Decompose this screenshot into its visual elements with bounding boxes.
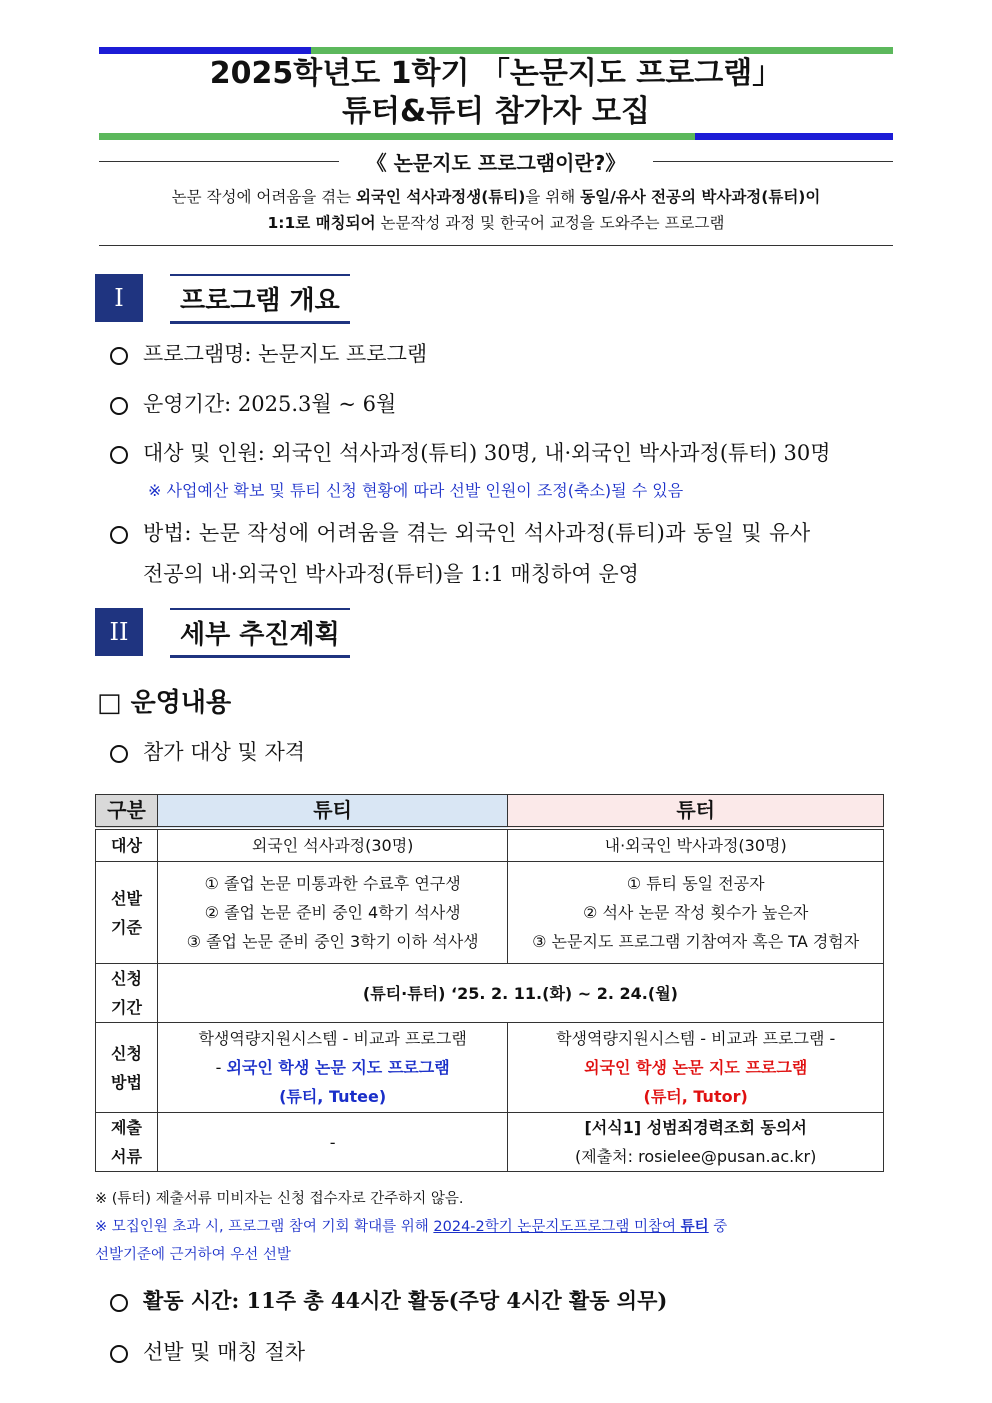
circle-bullet-icon (110, 397, 128, 415)
criteria-item: ③ 논문지도 프로그램 기참여자 혹은 TA 경험자 (532, 932, 860, 951)
label-line: 방법 (110, 1072, 142, 1092)
circle-bullet-icon (110, 446, 128, 464)
table-row-criteria (96, 862, 884, 964)
bullet-text: 활동 시간: 11주 총 44시간 활동(주당 4시간 활동 의무) (143, 1288, 668, 1313)
method-tutor (508, 1023, 884, 1113)
row-label-method (96, 1023, 158, 1113)
bullet-text: 대상 및 인원: 외국인 석사과정(튜티) 30명, 내·외국인 박사과정(튜터) 30명 (143, 441, 831, 465)
intro-text: 논문작성 과정 및 한국어 교정을 도와주는 프로그램 (375, 214, 725, 232)
bullet-text: 방법: 논문 작성에 어려움을 겪는 외국인 석사과정(튜티)과 동일 및 유사 (143, 521, 811, 545)
budget-note: ※ 사업예산 확보 및 튜티 신청 현황에 따라 선발 인원이 조정(축소)될 수 있음 (148, 481, 684, 500)
footnote-text: 중 (708, 1219, 728, 1235)
label-line: 신청 (110, 969, 142, 988)
intro-emphasis: 동일/유사 전공의 박사과정(튜터)이 (580, 188, 821, 206)
criteria-tutee (157, 862, 507, 964)
circle-bullet-icon (110, 526, 128, 544)
method-line: 학생역량지원시스템 - 비교과 프로그램 (198, 1029, 467, 1048)
page-title-line-2: 튜터&튜티 참가자 모집 (342, 94, 650, 129)
circle-bullet-icon (110, 1345, 128, 1363)
footnote-2 (95, 1213, 895, 1241)
col-header-tutor: 튜터 (508, 795, 884, 828)
footnote-1: ※ (튜터) 제출서류 미비자는 신청 접수자로 간주하지 않음. (95, 1191, 464, 1207)
intro-rule (99, 245, 893, 246)
bullet-text: 참가 대상 및 자격 (143, 740, 306, 764)
header-bar-blue (99, 47, 311, 54)
method-line (158, 1053, 507, 1082)
table-row-method (96, 1023, 884, 1113)
page-title-line-1: 2025학년도 1학기 「논문지도 프로그램」 (209, 56, 783, 91)
documents-tutor (508, 1113, 884, 1172)
criteria-item: ③ 졸업 논문 준비 중인 3학기 이하 석사생 (186, 932, 479, 951)
target-tutor: 내·외국인 박사과정(30명) (508, 828, 884, 862)
label-line: 제출 (110, 1118, 142, 1137)
method-role: (튜터, Tutor) (643, 1087, 748, 1106)
row-label-target: 대상 (96, 828, 158, 862)
intro-line-2 (99, 210, 893, 236)
col-header-category: 구분 (96, 795, 158, 828)
intro-text: 논문 작성에 어려움을 겪는 (171, 188, 357, 206)
row-label-criteria (96, 862, 158, 964)
criteria-item: ① 졸업 논문 미통과한 수료후 연구생 (204, 874, 461, 893)
footnote-2-cont: 선발기준에 근거하여 우선 선발 (95, 1247, 291, 1263)
bullet-method-cont: 전공의 내·외국인 박사과정(튜터)을 1:1 매칭하여 운영 (143, 562, 639, 586)
footnote-bold: 튜티 (680, 1219, 709, 1235)
section-2-number: II (95, 608, 143, 656)
header-bar-green (311, 47, 893, 54)
documents-tutee: - (157, 1113, 507, 1172)
method-dash: - (215, 1058, 227, 1077)
criteria-item: ① 튜티 동일 전공자 (626, 874, 765, 893)
table-header-row (96, 795, 884, 828)
header-bar-bottom-green (99, 133, 695, 140)
label-line: 기준 (110, 917, 142, 937)
circle-bullet-icon (110, 347, 128, 365)
method-program-name: 외국인 학생 논문 지도 프로그램 (226, 1058, 450, 1077)
section-2-title: 세부 추진계획 (170, 608, 350, 658)
table-row-period (96, 964, 884, 1023)
method-role: (튜티, Tutee) (279, 1087, 387, 1106)
operation-heading: □ 운영내용 (97, 688, 232, 718)
method-program-name: 외국인 학생 논문 지도 프로그램 (584, 1058, 808, 1077)
criteria-item: ② 석사 논문 작성 횟수가 높은자 (583, 903, 809, 922)
circle-bullet-icon (110, 745, 128, 763)
table-row-target (96, 828, 884, 862)
footnote-text: ※ 모집인원 초과 시, 프로그램 참여 기회 확대를 위해 (95, 1219, 434, 1235)
label-line: 서류 (110, 1147, 142, 1166)
intro-emphasis: 1:1로 매칭되어 (267, 214, 376, 232)
header-bar-bottom-blue (695, 133, 893, 140)
intro-text: 을 위해 (525, 188, 581, 206)
label-line: 기간 (110, 998, 142, 1017)
label-line: 신청 (110, 1043, 142, 1063)
col-header-tutee: 튜티 (157, 795, 507, 828)
subtitle-rule-left (99, 161, 339, 162)
section-1-title: 프로그램 개요 (170, 274, 350, 324)
subtitle: 《 논문지도 프로그램이란?》 (366, 151, 626, 175)
intro-line-1 (99, 184, 893, 210)
target-tutee: 외국인 석사과정(30명) (157, 828, 507, 862)
subtitle-rule-right (653, 161, 893, 162)
bullet-text: 운영기간: 2025.3월 ~ 6월 (143, 392, 397, 416)
row-label-period (96, 964, 158, 1023)
intro-emphasis: 외국인 석사과정생(튜티) (356, 188, 526, 206)
criteria-tutor (508, 862, 884, 964)
application-period: (튜티·튜터) ‘25. 2. 11.(화) ~ 2. 24.(월) (157, 964, 883, 1023)
label-line: 선발 (110, 888, 142, 908)
document-submit-email: (제출처: rosielee@pusan.ac.kr) (575, 1147, 817, 1166)
eligibility-table (95, 794, 884, 1172)
table-row-documents (96, 1113, 884, 1172)
section-1-number: I (95, 274, 143, 322)
footnote-underlined: 2024-2학기 논문지도프로그램 미참여 (433, 1219, 681, 1235)
row-label-documents (96, 1113, 158, 1172)
bullet-text: 선발 및 매칭 절차 (143, 1340, 306, 1364)
criteria-item: ② 졸업 논문 준비 중인 4학기 석사생 (204, 903, 461, 922)
method-tutee (157, 1023, 507, 1113)
method-line: 학생역량지원시스템 - 비교과 프로그램 - (556, 1029, 836, 1048)
document-name: [서식1] 성범죄경력조회 동의서 (584, 1118, 807, 1137)
bullet-text: 프로그램명: 논문지도 프로그램 (143, 342, 428, 366)
circle-bullet-icon (110, 1294, 128, 1312)
